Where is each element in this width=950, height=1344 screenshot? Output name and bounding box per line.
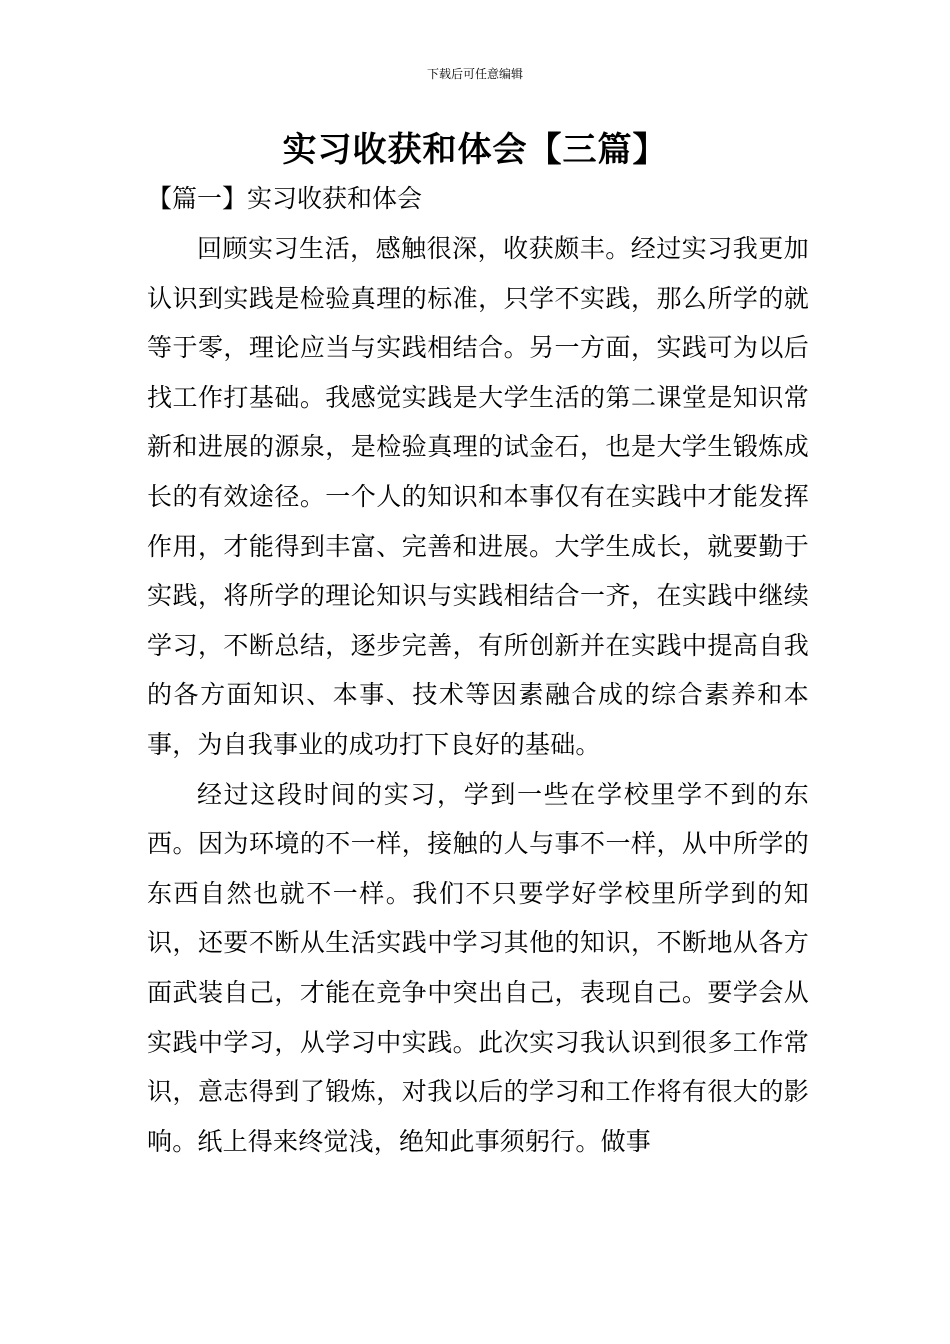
- section-heading: 【篇一】实习收获和体会: [147, 184, 423, 213]
- page-header-note: 下载后可任意编辑: [426, 67, 523, 81]
- paragraph-2: 经过这段时间的实习，学到一些在学校里学不到的东西。因为环境的不一样，接触的人与事不一样，从中所学的东西自然也就不一样。我们不只要学好学校里所学到的知识，还要不断从生活实践中学习其他的知识，不断地从各方面武装自己，才能在竞争中突出自己，表现自己。要学会从实践中学习，从学习中实践。此次实习我认识到很多工作常识，意志得到了锻炼，对我以后的学习和工作将有很大的影响。纸上得来终觉浅，绝知此事须躬行。做事: [147, 779, 809, 1156]
- document-body: [147, 224, 809, 1166]
- paragraph-1: 回顾实习生活，感触很深，收获颇丰。经过实习我更加认识到实践是检验真理的标准，只学不实践，那么所学的就等于零，理论应当与实践相结合。另一方面，实践可为以后找工作打基础。我感觉实践是大学生活的第二课堂是知识常新和进展的源泉，是检验真理的试金石，也是大学生锻炼成长的有效途径。一个人的知识和本事仅有在实践中才能发挥作用，才能得到丰富、完善和进展。大学生成长，就要勤于实践，将所学的理论知识与实践相结合一齐，在实践中继续学习，不断总结，逐步完善，有所创新并在实践中提高自我的各方面知识、本事、技术等因素融合成的综合素养和本事，为自我事业的成功打下良好的基础。: [147, 234, 809, 759]
- document-title: 实习收获和体会【三篇】: [282, 130, 668, 170]
